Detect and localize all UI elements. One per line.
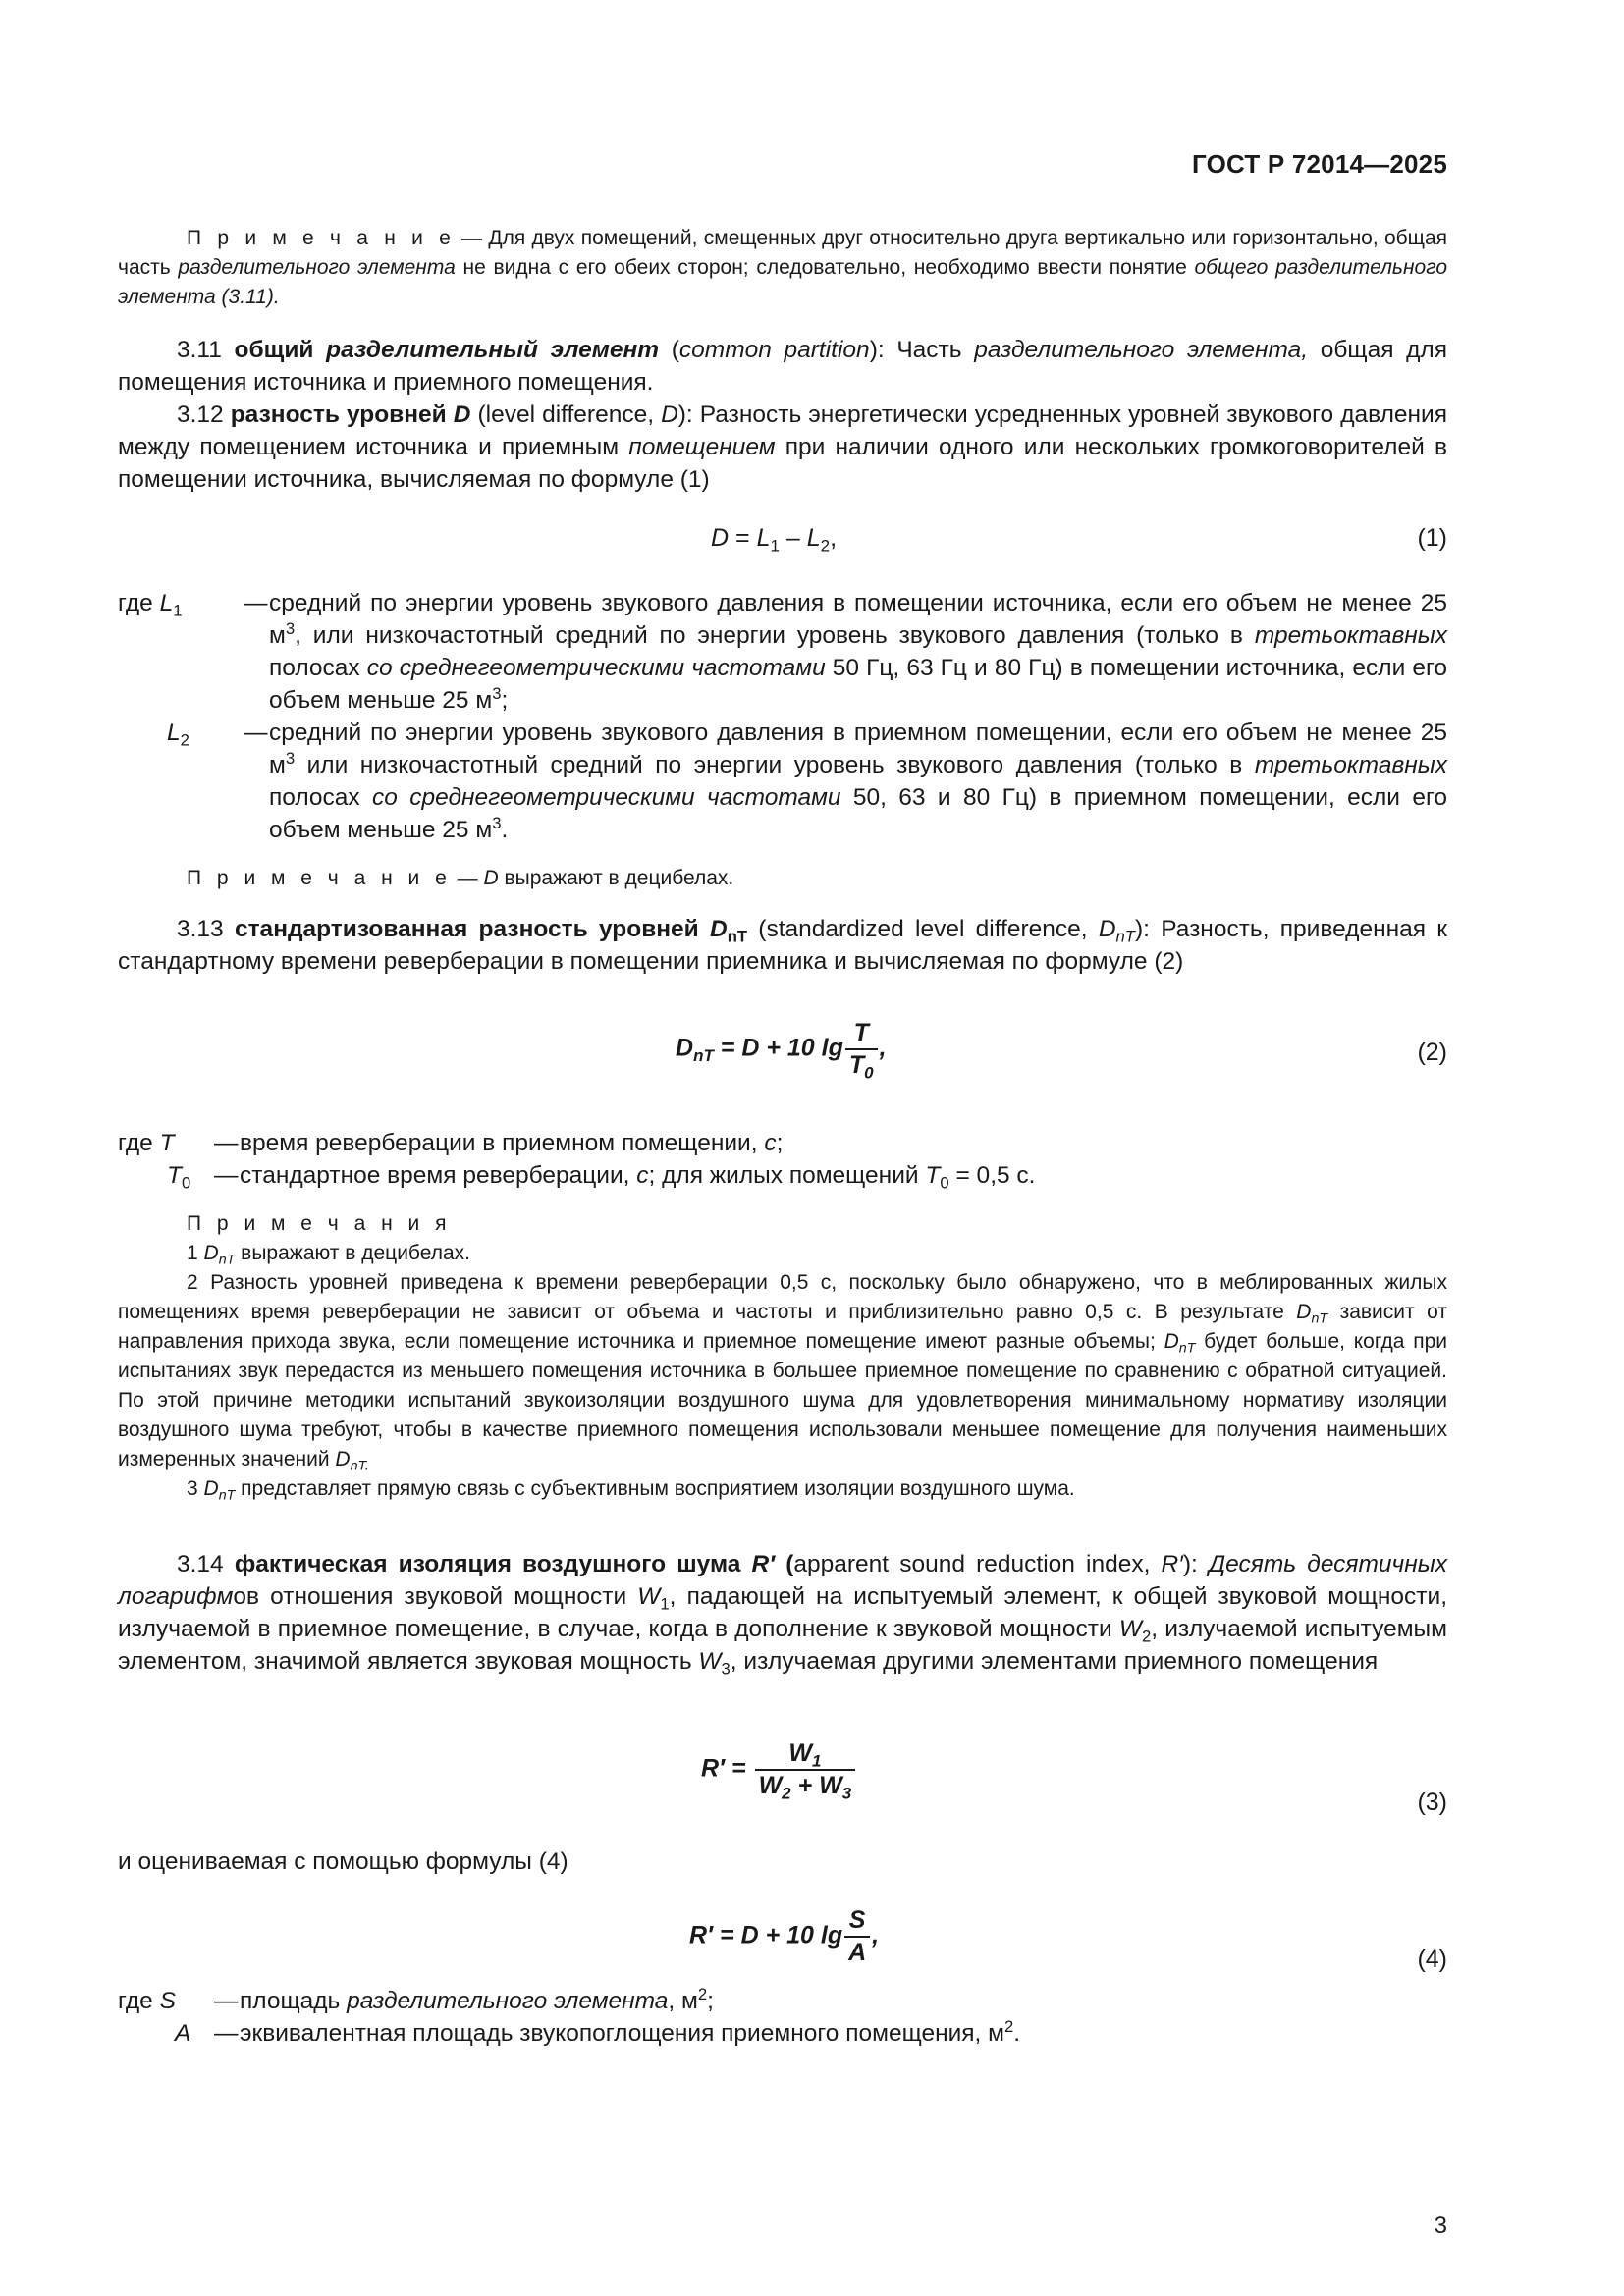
clause-3-14: 3.14 фактическая изоляция воздушного шума R′ (apparent sound reduction index, R′): Десять десятичных логарифмов отношения звуковой мощности $W_1$, падающей на испытуемый элемент, к общей звуковой мощности, излучаемой в приемное помещение, в случае, когда в дополнение к звуковой мощности $W_2$, излучаемой испытуемым элементом, значимой является звуковая мощность $W_3$, излучаемая другими элементами приемного помещения	[118, 1551, 1448, 1679]
formula-2-number: (2)	[1417, 1039, 1447, 1066]
document-id-header: ГОСТ Р 72014—2025	[1192, 149, 1447, 179]
formula-4-number: (4)	[1417, 1946, 1447, 1973]
note-dnt-2: 2 Разность уровней приведена к времени реверберации 0,5 с, поскольку было обнаружено, что в меблированных жилых помещениях время реверберации не зависит от объема и частоты и приблизительно равно 0,5 с. В результате $D_{nT}$ зависит от направления прихода звука, если помещение источника и приемное помещение имеют разные объемы; $D_{nT}$ будет больше, когда при испытаниях звук передастся из меньшего помещения источника в большее приемное помещение по сравнению с обратной ситуацией. По этой причине методики испытаний звукоизоляции воздушного шума для удовлетворения минимальному нормативу изоляции воздушного шума требуют, чтобы в качестве приемного помещения использовали меньшее помещение для получения наименьших измеренных значений $D_{nT.}$	[118, 1271, 1447, 1474]
definition-l1: где $L_1$ — средний по энергии уровень звукового давления в помещении источника, если его объем не менее 25 $м^3$, или низкочастотный средний по энергии уровень звукового давления (только в третьоктавных полосах со среднегеометрическими частотами 50 Гц, 63 Гц и 80 Гц) в помещении источника, если его объем меньше 25 $м^3$;	[118, 590, 1448, 714]
formula-2	[118, 1019, 1447, 1097]
formula-3-number: (3)	[1417, 1789, 1447, 1816]
formula-4	[118, 1906, 1447, 1989]
definition-a: A — эквивалентная площадь звукопоглощения приемного помещения, $м^2$.	[175, 2016, 1021, 2047]
formula-1	[118, 524, 1447, 558]
document-page	[118, 0, 1447, 2296]
formula-2-expression: $D_{nT} = D + 10$ lg $\frac{T}{T_0}$ ,	[676, 1019, 887, 1083]
note-dnt-3: 3 $D_{nT}$ представляет прямую связь с субъективным восприятием изоляции воздушного шума.	[187, 1477, 1075, 1504]
note-dnt-1: 1 $D_{nT}$ выражают в децибелах.	[187, 1242, 470, 1268]
clause-3-13: 3.13 стандартизованная разность уровней $D_{nT}$ (standardized level difference, $D_{nT}$): Разность, приведенная к стандартному времени реверберации в помещении приемника и вычисляемая по формуле (2)	[118, 916, 1447, 975]
formula-1-expression: $D = L_1 - L_2$,	[711, 524, 838, 556]
formula-3	[118, 1739, 1447, 1822]
note-common-partition: П р и м е ч а н и е — Для двух помещений, смещенных друг относительно друга вертикально или горизонтально, общая часть разделительного элемента не видна с его обеих сторон; следовательно, необходимо ввести понятие общего разделительного элемента (3.11).	[118, 227, 1447, 308]
notes-dnt: П р и м е ч а н и я 1 $D_{nT}$ выражают в децибелах. 2 Разность уровней приведена к времени реверберации 0,5 с, поскольку было обнаружено, что в меблированных жилых помещениях время реверберации не зависит от объема и частоты и приблизительно равно 0,5 с. В результате $D_{nT}$ зависит от направления прихода звука, если помещение источника и приемное помещение имеют разные объемы; $D_{nT}$ будет больше, когда при испытаниях звук передастся из меньшего помещения источника в большее приемное помещение по сравнению с обратной ситуацией. По этой причине методики испытаний звукоизоляции воздушного шума для удовлетворения минимальному нормативу изоляции воздушного шума требуют, чтобы в качестве приемного помещения использовали меньшее помещение для получения наименьших измеренных значений $D_{nT.}$ 3 $D_{nT}$ представляет прямую связь с субъективным восприятием изоляции воздушного шума.	[118, 1212, 1447, 1504]
formula-1-number: (1)	[1417, 524, 1447, 552]
formula-4-expression: R′ = D + 10 lg $\frac{S}{A}$ ,	[689, 1906, 880, 1966]
note-d-decibels: П р и м е ч а н и е — D выражают в децибелах.	[187, 867, 734, 889]
clause-3-12: 3.12 разность уровней D (level difference, D): Разность энергетически усредненных уровней звукового давления между помещением источника и приемным помещением при наличии одного или нескольких громкоговорителей в помещении источника, вычисляемая по формуле (1)	[118, 401, 1447, 493]
page-number: 3	[1434, 2213, 1447, 2239]
definition-l2: $L_2$ — средний по энергии уровень звукового давления в приемном помещении, если его объем не менее 25 $м^3$ или низкочастотный средний по энергии уровень звукового давления (только в третьоктавных полосах со среднегеометрическими частотами 50, 63 и 80 Гц) в приемном помещении, если его объем меньше 25 $м^3$.	[167, 720, 1448, 843]
definition-t0: $T_0$ — стандартное время реверберации, с; для жилых помещений $T_0 = 0,5$ с.	[167, 1162, 1036, 1193]
eval-line: и оцениваемая с помощью формулы (4)	[118, 1848, 568, 1875]
clause-3-11: 3.11 общий разделительный элемент (common partition): Часть разделительного элемента, общая для помещения источника и приемного помещения.	[118, 337, 1447, 396]
definitions-formula-4	[118, 1985, 1447, 2050]
definitions-formula-1	[118, 587, 1447, 846]
formula-3-expression: R′ = $\frac{W_1}{W_2 + W_3}$	[701, 1739, 857, 1800]
definition-t: где T — время реверберации в приемном помещении, с;	[118, 1130, 784, 1156]
definition-s: где S — площадь разделительного элемента, $м^2$;	[118, 1984, 714, 2014]
definitions-formula-2	[118, 1127, 1447, 1192]
